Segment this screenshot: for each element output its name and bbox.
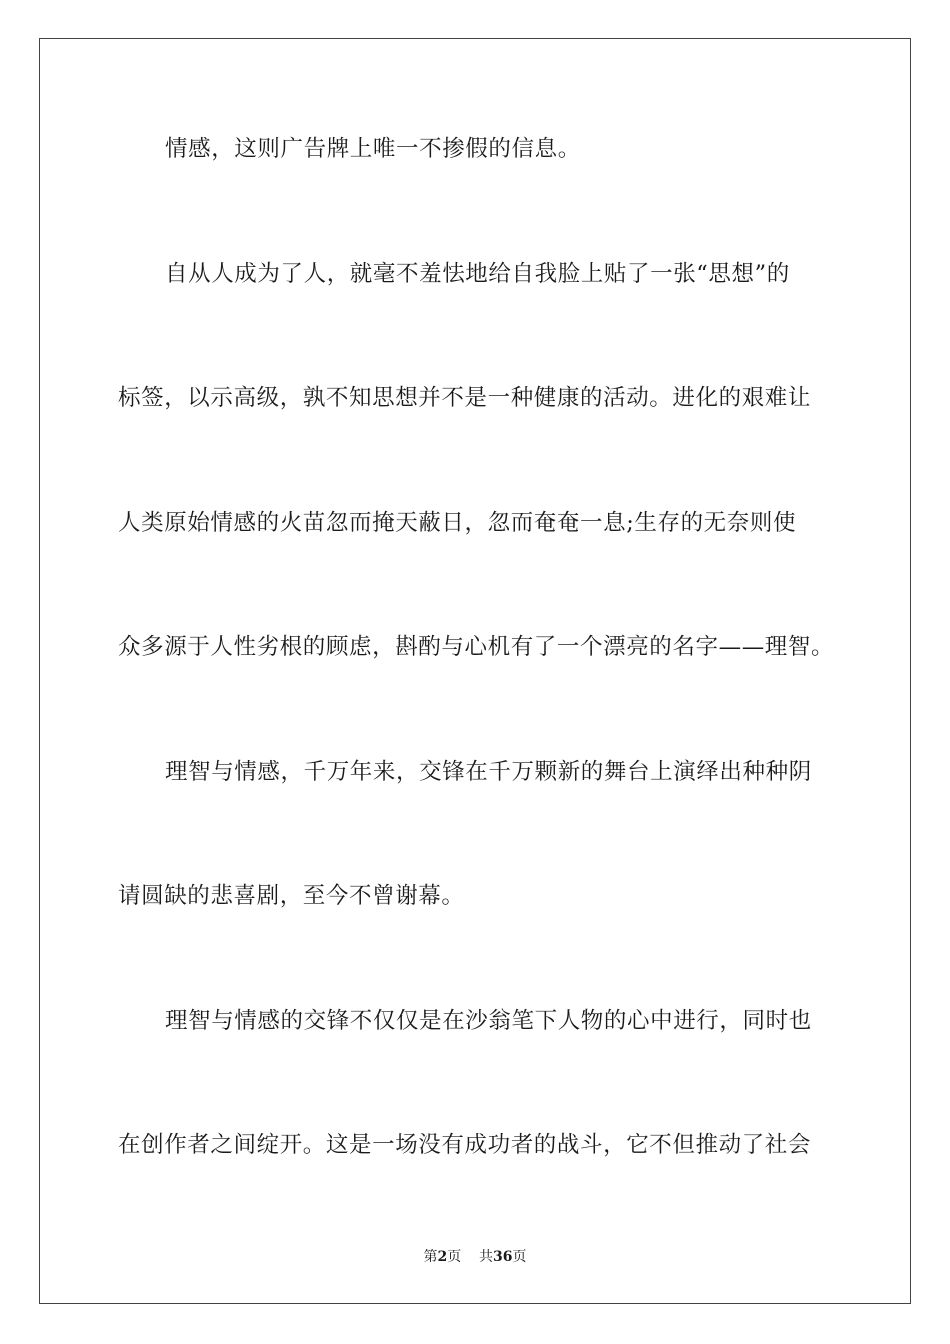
page-border bbox=[39, 38, 911, 1304]
text-line: 标签，以示高级，孰不知思想并不是一种健康的活动。进化的艰难让 bbox=[118, 385, 812, 411]
text-line: 情感，这则广告牌上唯一不掺假的信息。 bbox=[165, 136, 581, 162]
page-footer bbox=[0, 1248, 950, 1266]
total-pages-label: 共36页 bbox=[479, 1249, 527, 1265]
text-line: 众多源于人性劣根的顾虑，斟酌与心机有了一个漂亮的名字——理智。 bbox=[118, 634, 835, 660]
text-line: 在创作者之间绽开。这是一场没有成功者的战斗，它不但推动了社会 bbox=[118, 1132, 812, 1158]
text-line: 理智与情感的交锋不仅仅是在沙翁笔下人物的心中进行，同时也 bbox=[165, 1008, 812, 1034]
text-line: 理智与情感，千万年来，交锋在千万颗新的舞台上演绎出种种阴 bbox=[165, 759, 812, 785]
text-line: 人类原始情感的火苗忽而掩天蔽日，忽而奄奄一息;生存的无奈则使 bbox=[118, 510, 797, 536]
text-line: 请圆缺的悲喜剧，至今不曾谢幕。 bbox=[118, 883, 465, 909]
page-number-label: 第2页 bbox=[423, 1249, 462, 1265]
text-line: 自从人成为了人，就毫不羞怯地给自我脸上贴了一张“思想”的 bbox=[165, 261, 790, 287]
